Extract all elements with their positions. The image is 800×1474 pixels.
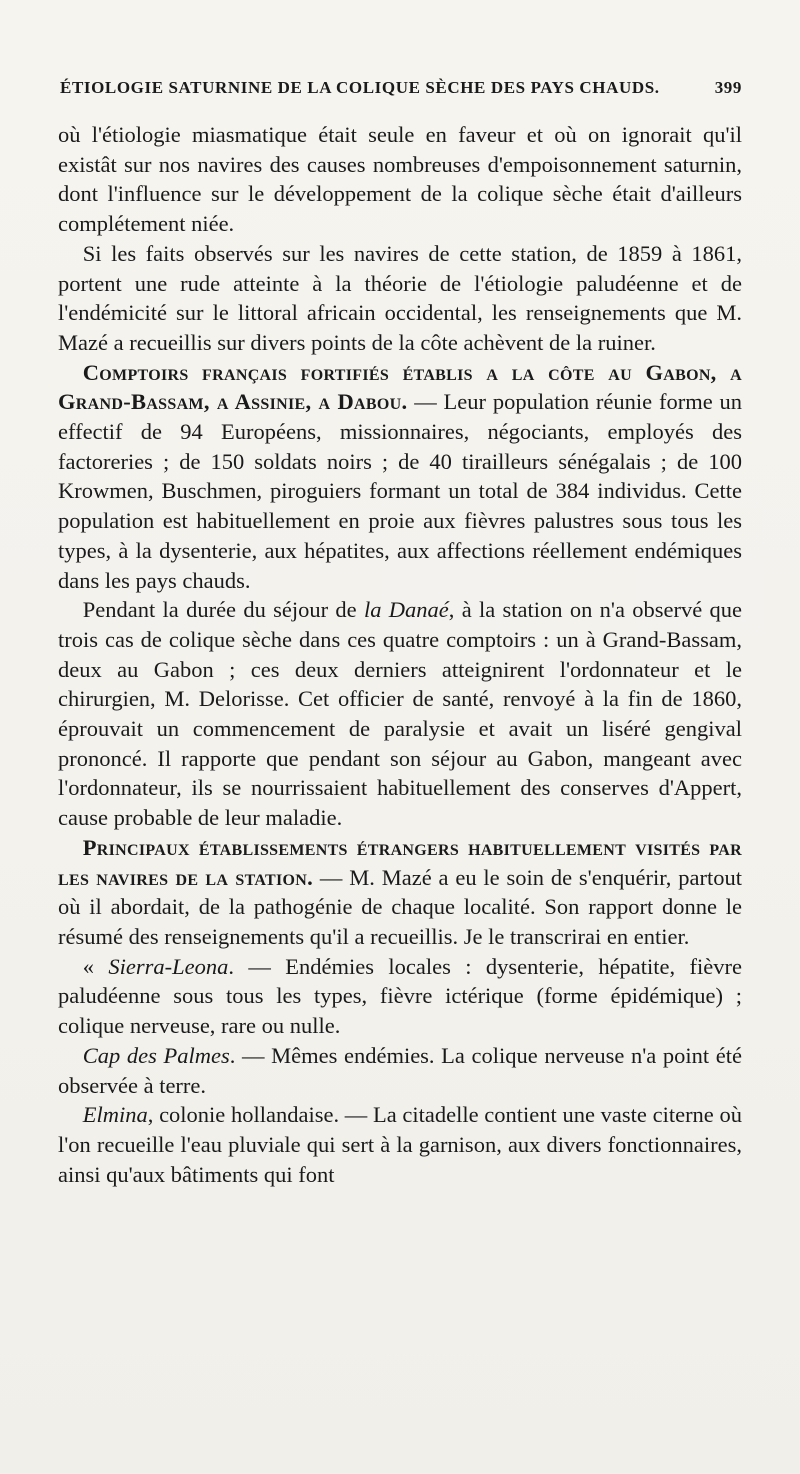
section-heading-etablissements: Principaux établissements étrangers habituellement visités par les navires de la station. (58, 834, 742, 890)
elmina-text: , colonie hollandaise. — La citadelle contient une vaste citerne où l'on recueille l'eau pluviale qui sert à la garnison, aux divers fonctionnaires, ainsi qu'aux bâtiments qui font (58, 1102, 742, 1187)
paragraph-continuation: où l'étiologie miasmatique était seule en faveur et où on ignorait qu'il existât sur nos navires des causes nombreuses d'empoisonnement saturnin, dont l'influence sur le développement de la colique sèche était d'ailleurs complétement niée. (58, 122, 742, 237)
running-head (60, 78, 742, 98)
section-heading-comptoirs: Comptoirs français fortifiés établis a la côte au Gabon, a Grand-Bassam, a Assinie, a Dabou. (58, 359, 742, 415)
etablissements-text: — M. Mazé a eu le soin de s'enquérir, partout où il abordait, de la pathogénie de chaque localité. Son rapport donne le résumé des renseignements qu'il a recueillis. Je le transcrirai en entier. (58, 864, 742, 949)
danae-text-b: , à la station on n'a observé que trois cas de colique sèche dans ces quatre comptoirs : un à Grand-Bassam, deux au Gabon ; ces deux derniers atteignirent l'ordonnateur et le chirurgien, M. Delorisse. Cet officier de santé, renvoyé à la fin de 1860, éprouvait un commencement de paralysie et avait un liséré gengival prononcé. Il rapporte que pendant son séjour au Gabon, mangeant avec l'ordonnateur, ils se nourrissaient habituellement des conserves d'Appert, cause probable de leur maladie. (58, 597, 742, 831)
paragraph-etablissements (58, 833, 742, 952)
place-sierra-leona: Sierra-Leona (108, 953, 229, 979)
running-title: ÉTIOLOGIE SATURNINE DE LA COLIQUE SÈCHE DES PAYS CHAUDS. (60, 78, 660, 97)
page-number: 399 (714, 78, 742, 97)
place-cap-des-palmes: Cap des Palmes (82, 1042, 230, 1068)
sierra-leona-text: . — Endémies locales : dysenterie, hépatite, fièvre paludéenne sous tous les types, fièvre ictérique (forme épidémique) ; colique nerveuse, rare ou nulle. (58, 953, 742, 1039)
paragraph-comptoirs (58, 358, 742, 596)
ship-name: la Danaé (363, 597, 449, 623)
paragraph-cap-des-palmes (58, 1041, 742, 1100)
body-text (58, 120, 742, 1189)
danae-text-a: Pendant la durée du séjour de (82, 597, 364, 623)
quote-open: « (82, 953, 109, 979)
comptoirs-text: — Leur population réunie forme un effectif de 94 Européens, missionnaires, négociants, employés des factoreries ; de 150 soldats noirs ; de 40 tirailleurs sénégalais ; de 100 Krowmen, Buschmen, piroguiers formant un total de 384 individus. Cette population est habituellement en proie aux fièvres palustres sous tous les types, à la dysenterie, aux hépatites, aux affections réellement endémiques dans les pays chauds. (58, 389, 743, 593)
paragraph-station-facts: Si les faits observés sur les navires de cette station, de 1859 à 1861, portent une rude atteinte à la théorie de l'étiologie paludéenne et de l'endémicité sur le littoral africain occidental, les renseignements que M. Mazé a recueillis sur divers points de la côte achèvent de la ruiner. (58, 240, 742, 355)
cap-des-palmes-text: . — Mêmes endémies. La colique nerveuse n'a point été observée à terre. (58, 1042, 742, 1098)
paragraph-elmina (58, 1100, 742, 1189)
place-elmina: Elmina (82, 1102, 148, 1128)
paragraph-sierra-leona (58, 952, 742, 1041)
paragraph-danae (58, 595, 742, 833)
